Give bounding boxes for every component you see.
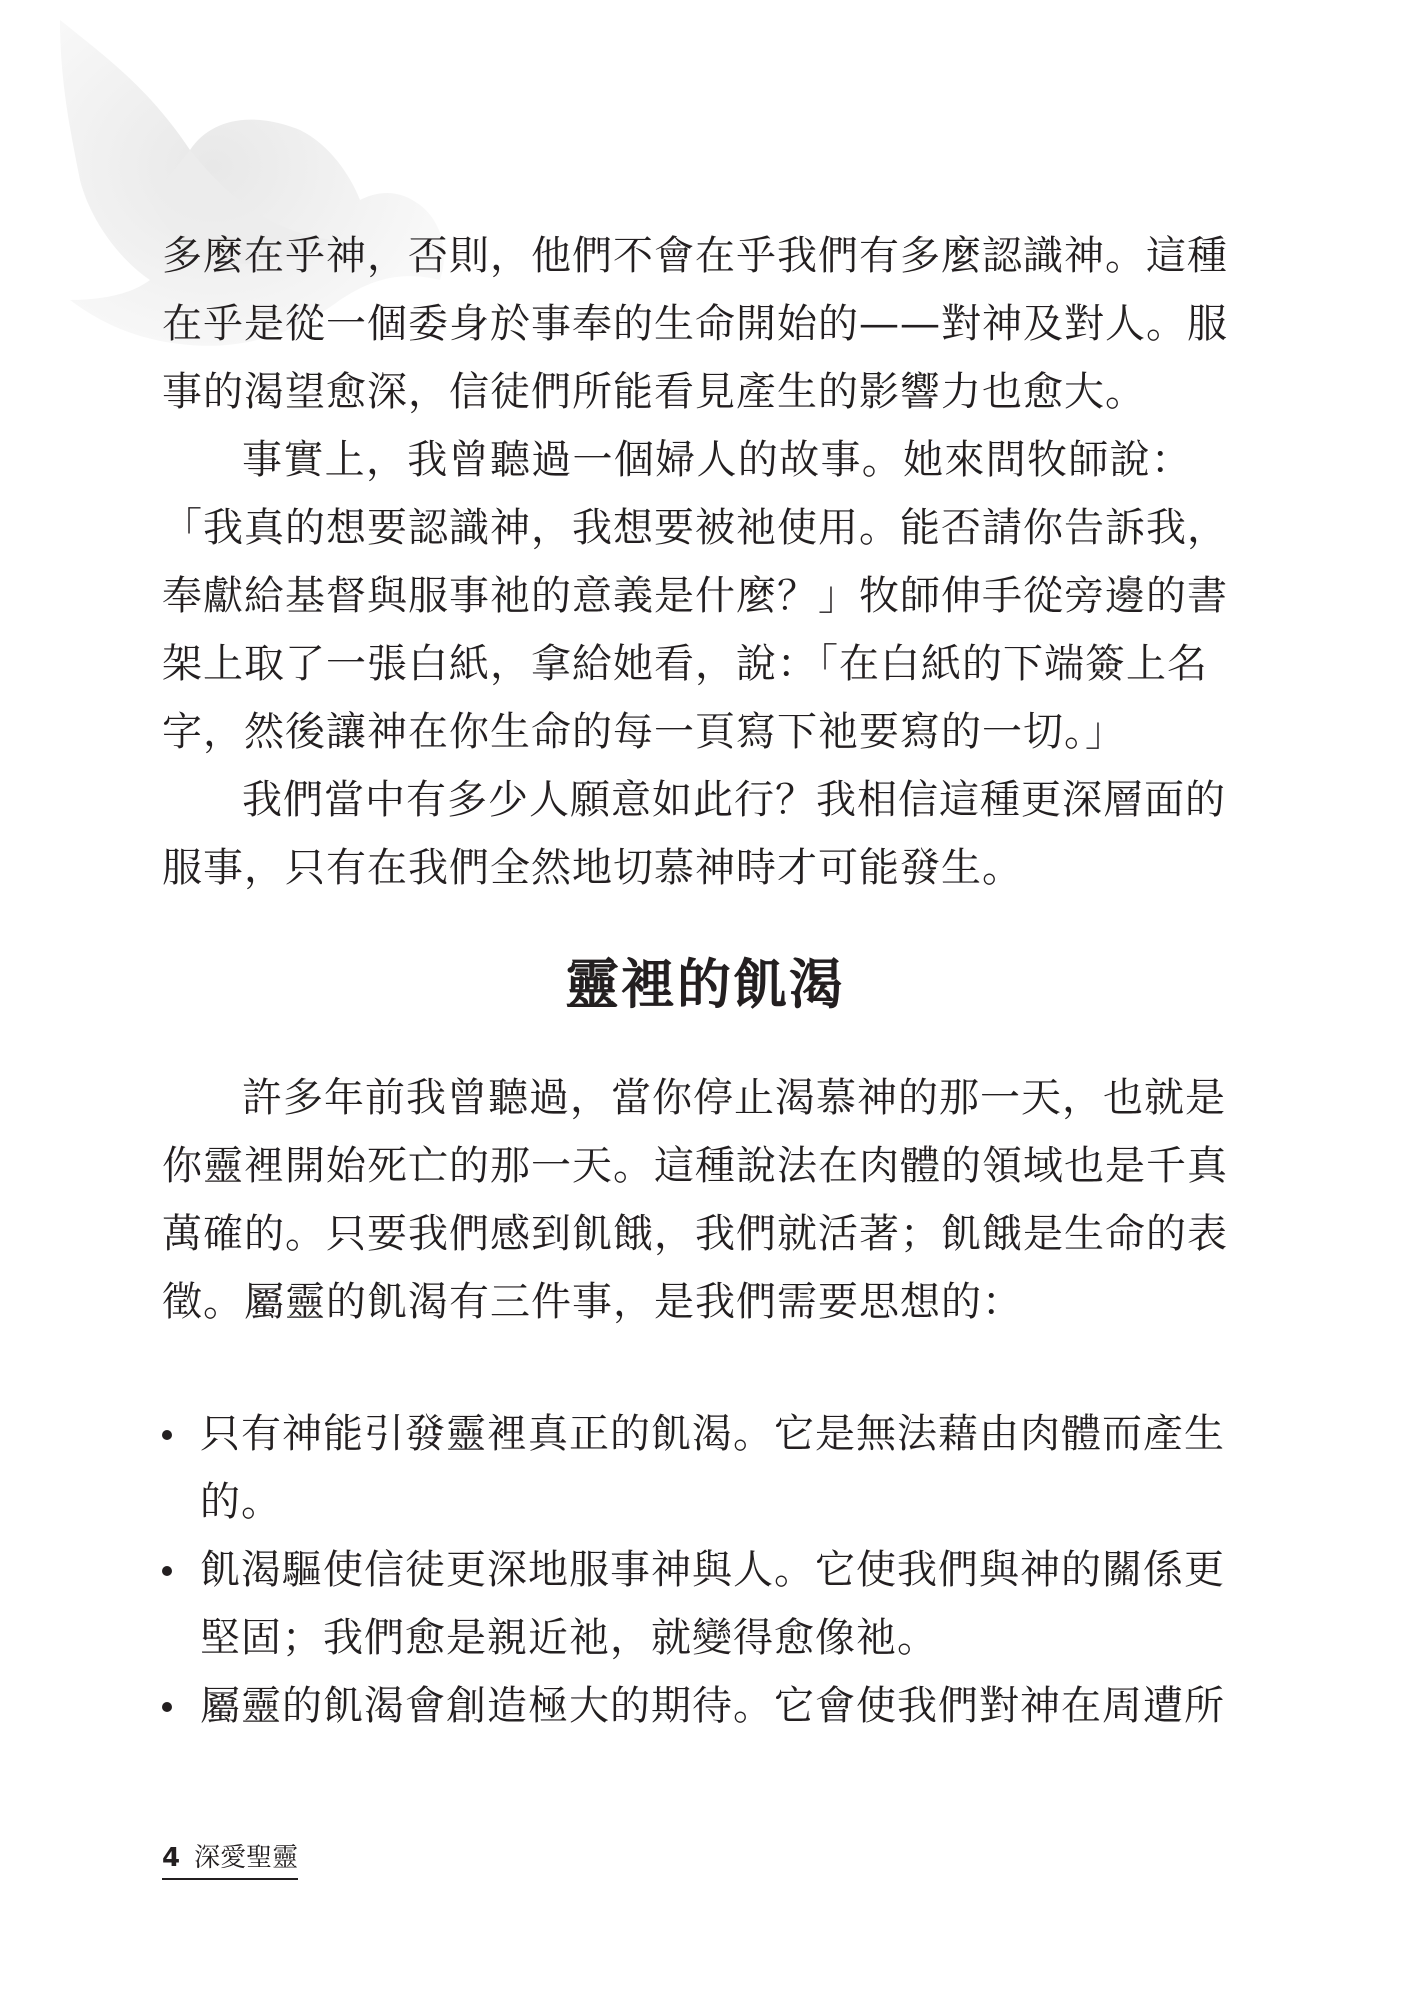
paragraph-1 — [162, 222, 1228, 426]
page-number: 4 — [162, 1843, 181, 1873]
bullet-line: 飢渴驅使信徒更深地服事神與人。它使我們與神的關係更 — [200, 1547, 1225, 1593]
book-title: 深愛聖靈 — [194, 1843, 299, 1873]
bullet-line: 堅固；我們愈是親近祂，就變得愈像祂。 — [200, 1615, 938, 1661]
bullet-line: 的。 — [200, 1479, 282, 1525]
page-footer — [162, 1840, 298, 1880]
paragraph-line: 字，然後讓神在你生命的每一頁寫下祂要寫的一切。」 — [162, 709, 1126, 755]
bullet-item — [162, 1672, 1225, 1740]
paragraph-line: 許多年前我曾聽過，當你停止渴慕神的那一天，也就是 — [242, 1075, 1226, 1121]
bullet-list — [162, 1400, 1225, 1740]
paragraph-line: 你靈裡開始死亡的那一天。這種說法在肉體的領域也是千真 — [162, 1143, 1228, 1189]
bullet-line: 只有神能引發靈裡真正的飢渴。它是無法藉由肉體而產生 — [200, 1411, 1225, 1457]
paragraph-line: 徵。屬靈的飢渴有三件事，是我們需要思想的： — [162, 1279, 1023, 1325]
body-text-after-heading — [162, 1064, 1228, 1336]
section-heading: 靈裡的飢渴 — [565, 953, 845, 1016]
paragraph-line: 我們當中有多少人願意如此行？我相信這種更深層面的 — [242, 777, 1226, 823]
bullet-item — [162, 1536, 1225, 1672]
paragraph-2 — [162, 426, 1228, 766]
bullet-dot-icon — [162, 1702, 172, 1712]
bullet-item — [162, 1400, 1225, 1536]
bullet-line: 屬靈的飢渴會創造極大的期待。它會使我們對神在周遭所 — [200, 1683, 1225, 1729]
paragraph-line: 奉獻給基督與服事祂的意義是什麼？」牧師伸手從旁邊的書 — [162, 573, 1228, 619]
paragraph-line: 服事，只有在我們全然地切慕神時才可能發生。 — [162, 845, 1023, 891]
paragraph-line: 事的渴望愈深，信徒們所能看見產生的影響力也愈大。 — [162, 369, 1146, 415]
body-text-top — [162, 222, 1228, 902]
paragraph-line: 「我真的想要認識神，我想要被祂使用。能否請你告訴我， — [162, 505, 1228, 551]
paragraph-line: 在乎是從一個委身於事奉的生命開始的——對神及對人。服 — [162, 301, 1228, 347]
paragraph-3 — [162, 766, 1226, 902]
paragraph-line: 事實上，我曾聽過一個婦人的故事。她來問牧師說： — [242, 437, 1192, 483]
bullet-dot-icon — [162, 1566, 172, 1576]
paragraph-line: 架上取了一張白紙，拿給她看，說：「在白紙的下端簽上名 — [162, 641, 1208, 687]
paragraph-line: 萬確的。只要我們感到飢餓，我們就活著；飢餓是生命的表 — [162, 1211, 1228, 1257]
bullet-dot-icon — [162, 1430, 172, 1440]
paragraph-line: 多麼在乎神，否則，他們不會在乎我們有多麼認識神。這種 — [162, 233, 1228, 279]
